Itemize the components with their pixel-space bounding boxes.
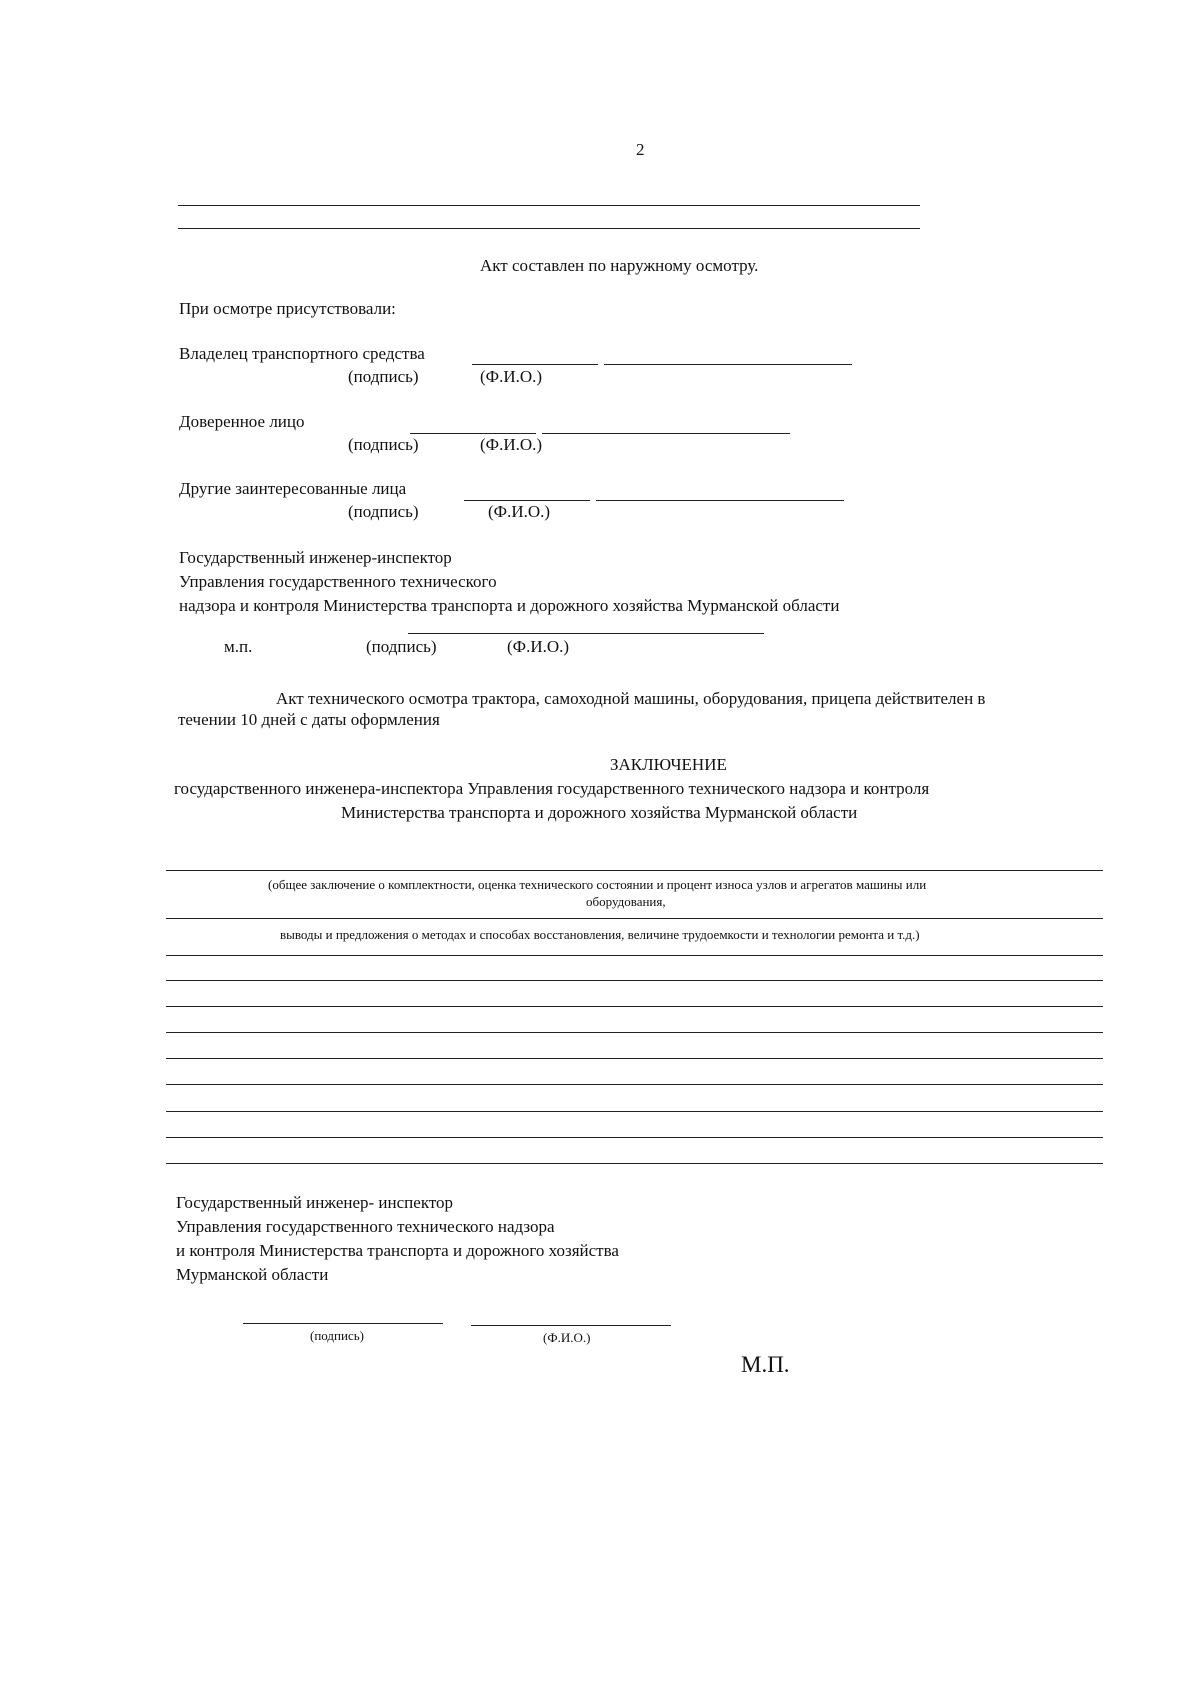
conclusion-line-2 <box>166 918 1103 919</box>
other-name-caption: (Ф.И.О.) <box>488 502 551 521</box>
conclusion-hint1: (общее заключение о комплектности, оценка технического состоянии и процент износа узлов и агрегатов машины или <box>268 877 927 892</box>
trustee-name-caption: (Ф.И.О.) <box>480 435 543 454</box>
inspector1-line1: Государственный инженер-инспектор <box>179 548 452 567</box>
act-note: Акт составлен по наружному осмотру. <box>480 256 759 275</box>
conclusion-subtitle1: государственного инженера-инспектора Управления государственного технического надзора и контроля <box>174 779 930 798</box>
owner-signature-line <box>472 364 598 365</box>
present-heading: При осмотре присутствовали: <box>179 299 396 318</box>
conclusion-line-3 <box>166 955 1103 956</box>
inspector2-line4: Мурманской области <box>176 1265 329 1284</box>
inspector2-stamp: М.П. <box>741 1352 790 1377</box>
conclusion-subtitle2: Министерства транспорта и дорожного хозяйства Мурманской области <box>341 803 858 822</box>
trustee-label: Доверенное лицо <box>179 412 305 431</box>
inspector1-sign-caption: (подпись) <box>366 637 437 656</box>
inspector2-line3: и контроля Министерства транспорта и дорожного хозяйства <box>176 1241 619 1260</box>
inspector1-signature-line <box>408 633 764 634</box>
conclusion-line-8 <box>166 1084 1103 1085</box>
trustee-sign-caption: (подпись) <box>348 435 419 454</box>
page-number: 2 <box>636 140 645 159</box>
other-signature-line <box>464 500 590 501</box>
conclusion-line-1 <box>166 870 1103 871</box>
trustee-name-line <box>542 433 790 434</box>
inspector2-line2: Управления государственного технического надзора <box>176 1217 555 1236</box>
inspector1-line3: надзора и контроля Министерства транспорта и дорожного хозяйства Мурманской области <box>179 596 840 615</box>
owner-name-line <box>604 364 852 365</box>
other-sign-caption: (подпись) <box>348 502 419 521</box>
top-blank-line-1 <box>178 205 920 206</box>
conclusion-hint3: выводы и предложения о методах и способах восстановления, величине трудоемкости и технологии ремонта и т.д.) <box>280 927 920 942</box>
validity-line2: течении 10 дней с даты оформления <box>178 710 440 729</box>
conclusion-line-4 <box>166 980 1103 981</box>
inspector2-name-line <box>471 1325 671 1326</box>
top-blank-line-2 <box>178 228 920 229</box>
other-persons-label: Другие заинтересованные лица <box>179 479 407 498</box>
conclusion-line-11 <box>166 1163 1103 1164</box>
owner-label: Владелец транспортного средства <box>179 344 425 363</box>
conclusion-line-9 <box>166 1111 1103 1112</box>
conclusion-title: ЗАКЛЮЧЕНИЕ <box>610 755 727 774</box>
inspector1-stamp: м.п. <box>224 637 253 656</box>
inspector2-line1: Государственный инженер- инспектор <box>176 1193 454 1212</box>
conclusion-line-6 <box>166 1032 1103 1033</box>
conclusion-line-5 <box>166 1006 1103 1007</box>
inspector1-line2: Управления государственного технического <box>179 572 497 591</box>
inspector1-name-caption: (Ф.И.О.) <box>507 637 570 656</box>
conclusion-line-10 <box>166 1137 1103 1138</box>
trustee-signature-line <box>410 433 536 434</box>
conclusion-line-7 <box>166 1058 1103 1059</box>
inspector2-name-caption: (Ф.И.О.) <box>543 1330 591 1345</box>
owner-name-caption: (Ф.И.О.) <box>480 367 543 386</box>
owner-sign-caption: (подпись) <box>348 367 419 386</box>
inspector2-signature-line <box>243 1323 443 1324</box>
validity-line1: Акт технического осмотра трактора, самоходной машины, оборудования, прицепа действителен в <box>276 689 986 708</box>
conclusion-hint2: оборудования, <box>586 894 666 909</box>
inspector2-sign-caption: (подпись) <box>310 1328 364 1343</box>
other-name-line <box>596 500 844 501</box>
